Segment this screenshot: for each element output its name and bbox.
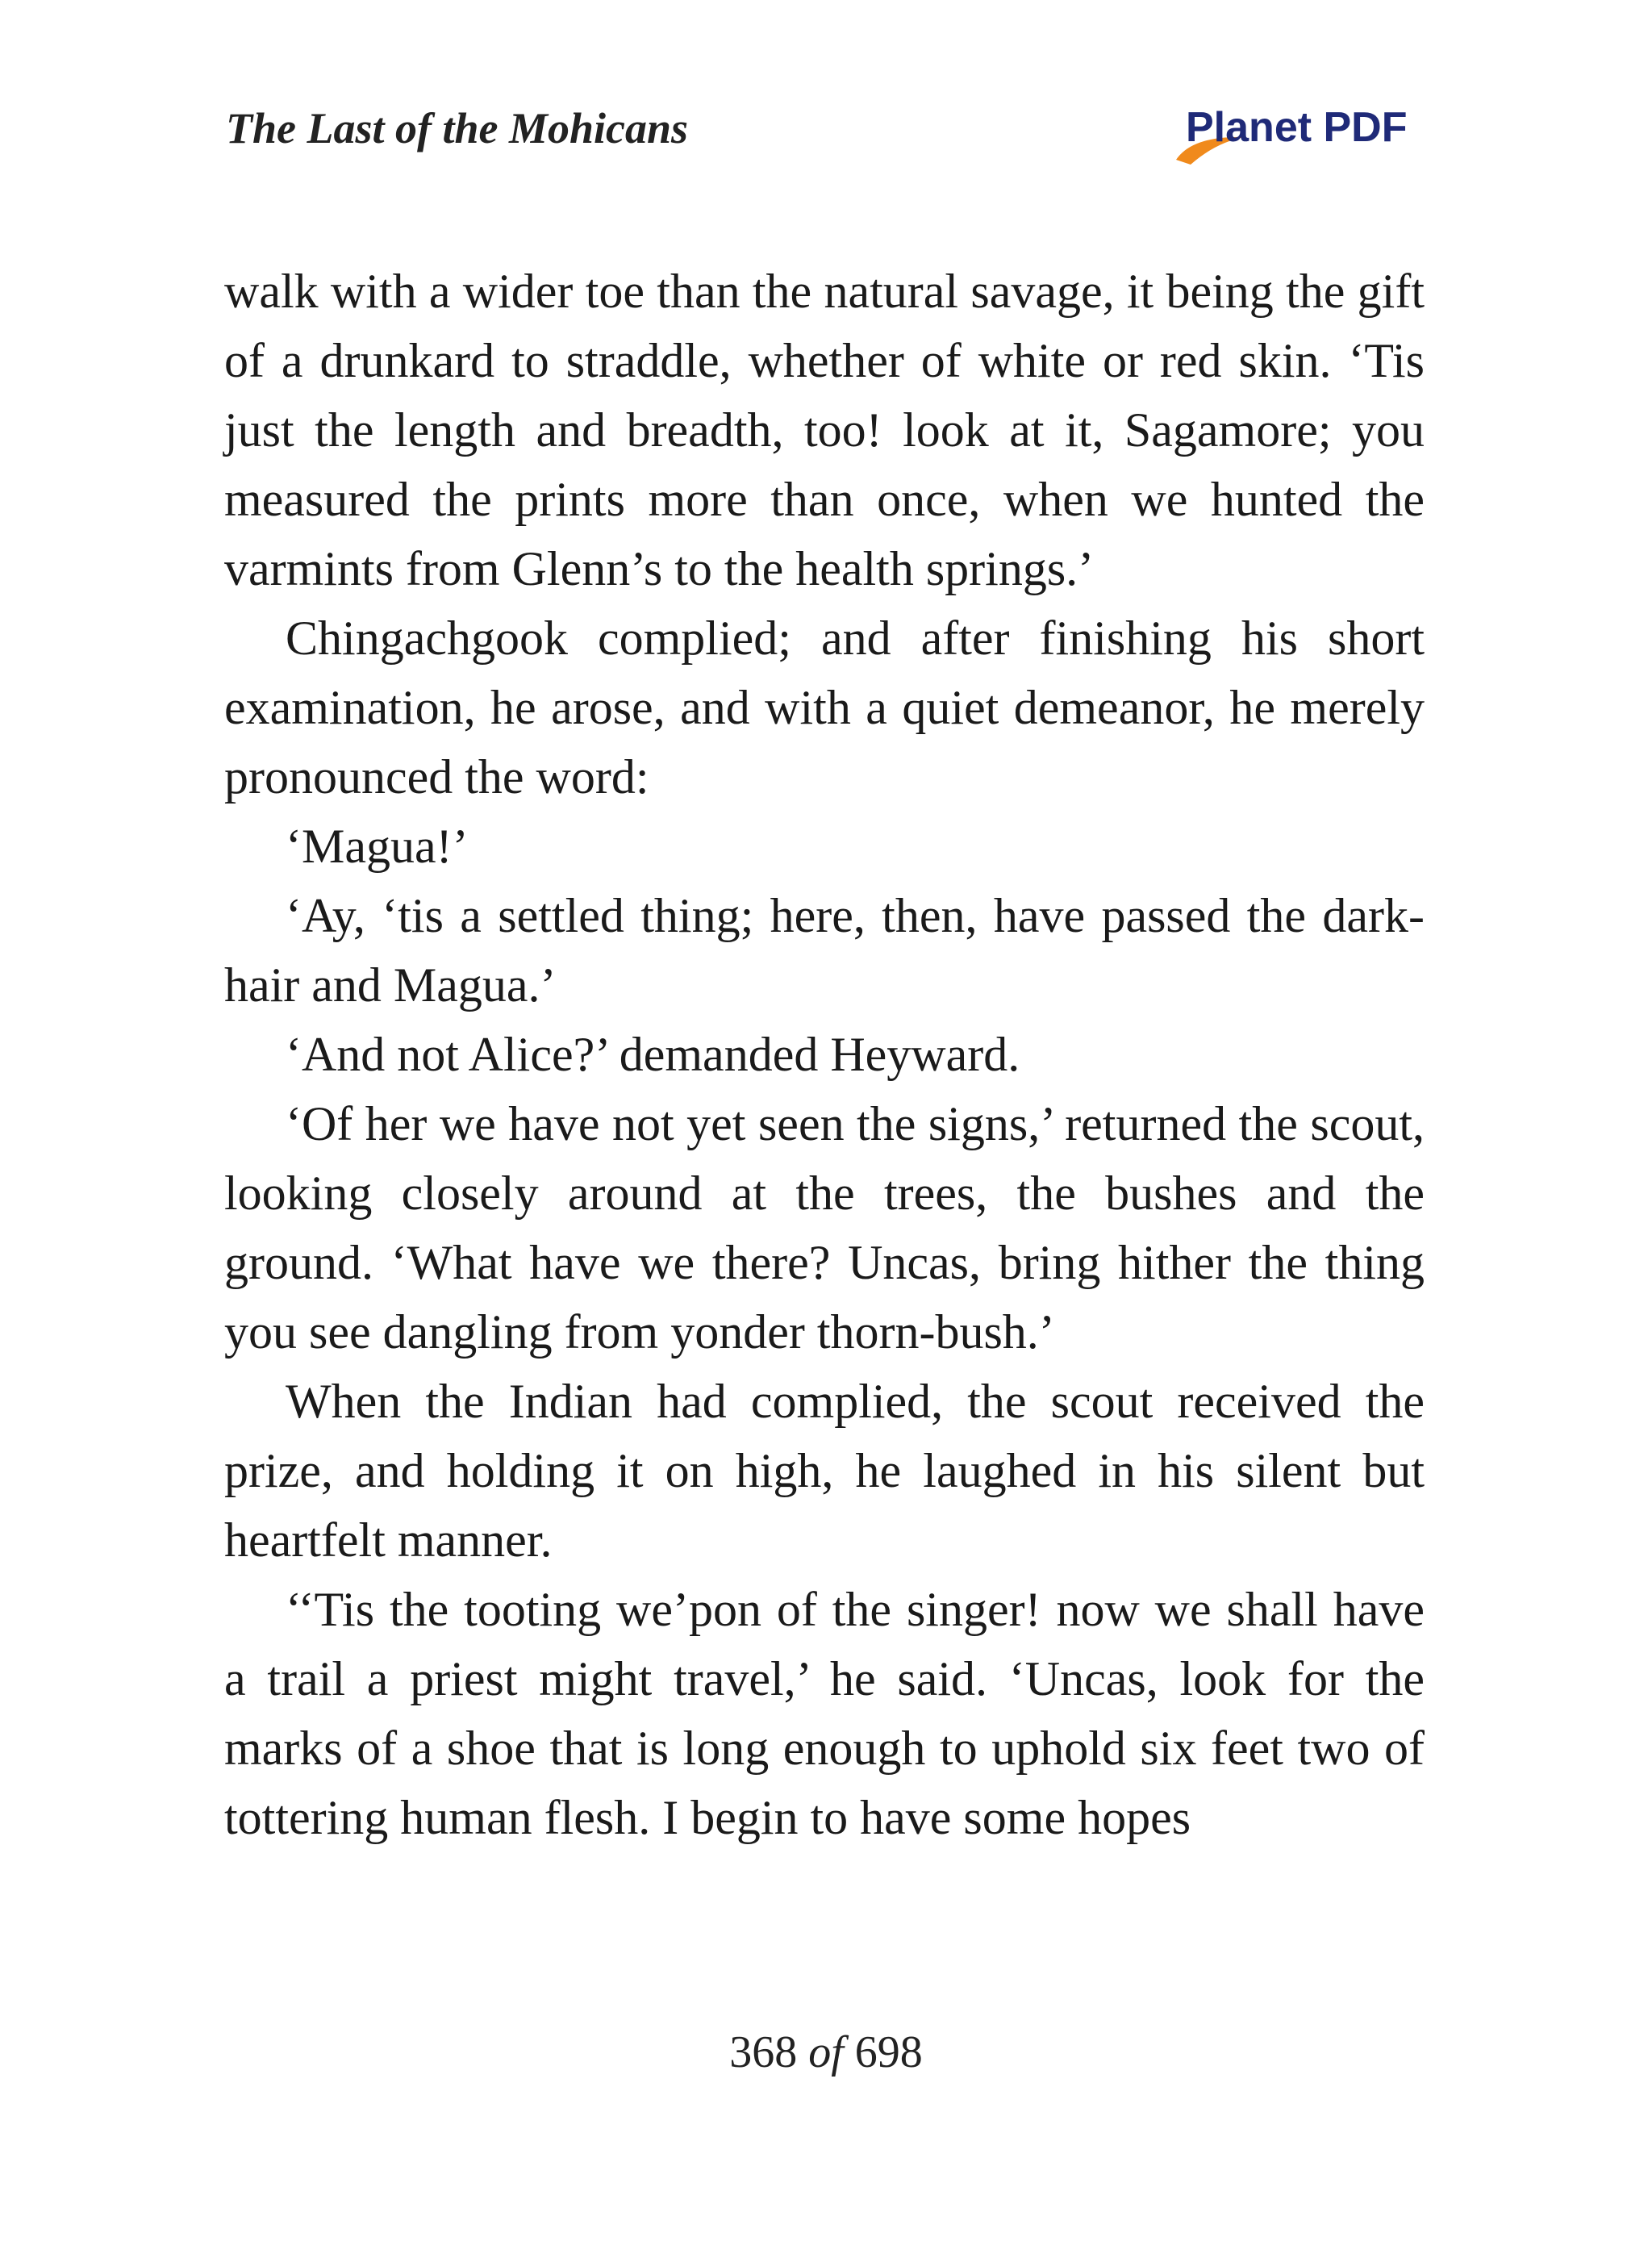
paragraph: walk with a wider toe than the natural savage, it being the gift of a drunkard to straddle, whether of white or red skin. ‘Tis just the length and breadth, too! look at it, Sagamore; you measured the prints more than once, when we hunted the varmints from Glenn’s to the health springs.’ [224,265,1425,595]
of-label: of [808,2027,844,2077]
paragraph: ‘Magua!’ [286,820,469,873]
paragraph: When the Indian had complied, the scout received the prize, and holding it on high, he laughed in his silent but heartfelt manner. [224,1375,1425,1567]
paragraph: Chingachgook complied; and after finishing his short examination, he arose, and with a quiet demeanor, he merely pronounced the word: [224,612,1425,804]
paragraph: ‘‘Tis the tooting we’pon of the singer! now we shall have a trail a priest might travel,’ he said. ‘Uncas, look for the marks of a shoe that is long enough to uphold six feet two of tottering human flesh. I begin to have some hopes [224,1583,1425,1844]
page-number [0,2027,1652,2078]
current-page-number: 368 [729,2027,798,2077]
total-pages-number: 698 [854,2027,923,2077]
logo-text: Planet PDF [1186,104,1408,151]
paragraph: ‘Of her we have not yet seen the signs,’ returned the scout, looking closely around at the trees, the bushes and the ground. ‘What have we there? Uncas, bring hither the thing you see dangling from yonder thorn-bush.’ [224,1097,1425,1359]
paragraph: ‘Ay, ‘tis a settled thing; here, then, have passed the dark-hair and Magua.’ [224,889,1425,1012]
book-title: The Last of the Mohicans [226,104,689,152]
planet-pdf-logo [1168,95,1426,168]
page-text [224,257,1425,1852]
paragraph: ‘And not Alice?’ demanded Heyward. [286,1028,1020,1081]
